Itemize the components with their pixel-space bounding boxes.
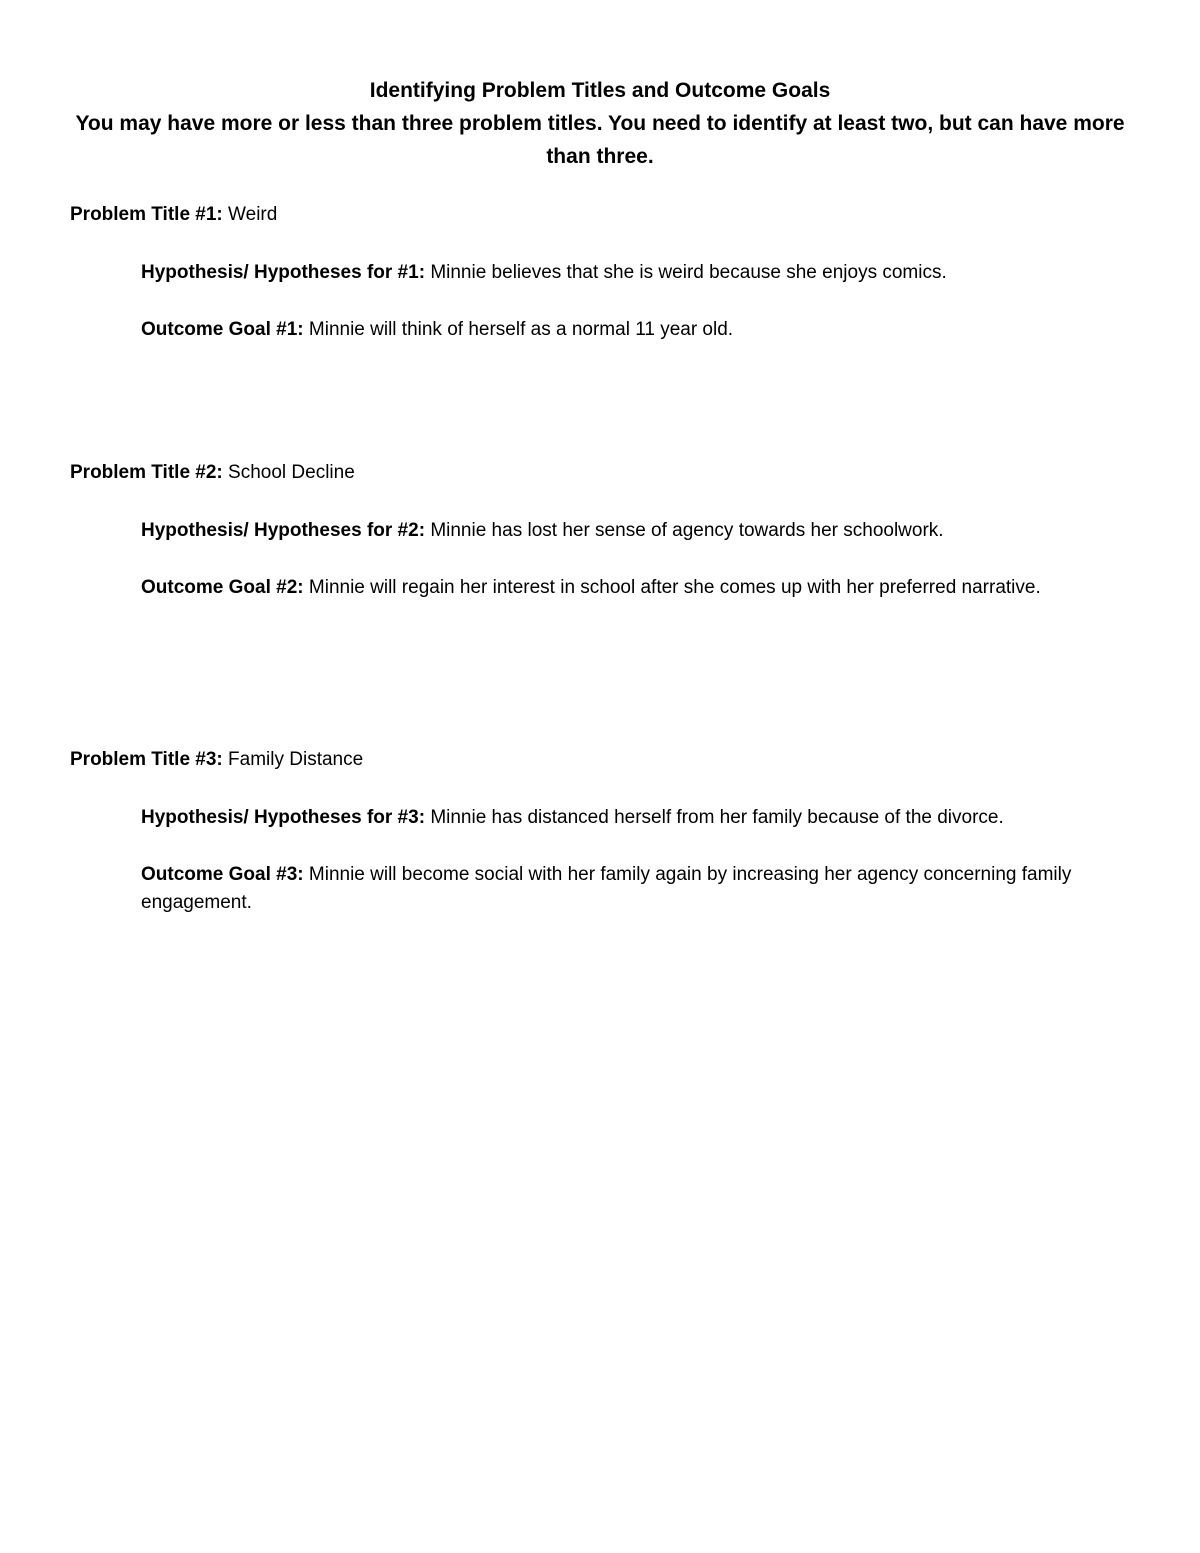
hypothesis-text: Minnie has lost her sense of agency towards her schoolwork. xyxy=(430,520,944,541)
document-subtitle: You may have more or less than three problem titles. You need to identify at least two, but can have more than three. xyxy=(75,112,1125,168)
problem-title-line xyxy=(70,746,1140,774)
problem-title-value: Family Distance xyxy=(228,749,364,770)
document-title: Identifying Problem Titles and Outcome Goals xyxy=(369,79,831,102)
problem-title-value: Weird xyxy=(228,204,278,225)
hypothesis-label: Hypothesis/ Hypotheses for #1: xyxy=(141,262,426,283)
hypothesis-block xyxy=(141,259,1140,287)
hypothesis-label: Hypothesis/ Hypotheses for #3: xyxy=(141,807,426,828)
problem-section-3 xyxy=(70,746,1140,917)
problem-title-label: Problem Title #3: xyxy=(70,749,223,770)
hypothesis-block xyxy=(141,517,1140,545)
hypothesis-text: Minnie believes that she is weird because she enjoys comics. xyxy=(430,262,947,283)
document-header xyxy=(70,74,1130,173)
hypothesis-label: Hypothesis/ Hypotheses for #2: xyxy=(141,520,426,541)
hypothesis-block xyxy=(141,804,1140,832)
problem-title-line xyxy=(70,201,1140,229)
problem-title-label: Problem Title #1: xyxy=(70,204,223,225)
problem-title-line xyxy=(70,459,1140,487)
outcome-goal-block xyxy=(141,316,1140,344)
outcome-goal-label: Outcome Goal #3: xyxy=(141,864,304,885)
problem-section-2 xyxy=(70,459,1140,602)
outcome-goal-label: Outcome Goal #2: xyxy=(141,577,304,598)
outcome-goal-text: Minnie will think of herself as a normal 11 year old. xyxy=(308,319,734,340)
outcome-goal-label: Outcome Goal #1: xyxy=(141,319,304,340)
hypothesis-text: Minnie has distanced herself from her family because of the divorce. xyxy=(430,807,1004,828)
outcome-goal-text: Minnie will become social with her family again by increasing her agency concerning family engagement. xyxy=(141,864,1072,913)
problem-title-value: School Decline xyxy=(228,462,355,483)
problem-title-label: Problem Title #2: xyxy=(70,462,223,483)
outcome-goal-text: Minnie will regain her interest in school after she comes up with her preferred narrative. xyxy=(308,577,1041,598)
outcome-goal-block xyxy=(141,861,1140,917)
outcome-goal-block xyxy=(141,574,1140,602)
problem-section-1 xyxy=(70,201,1140,344)
